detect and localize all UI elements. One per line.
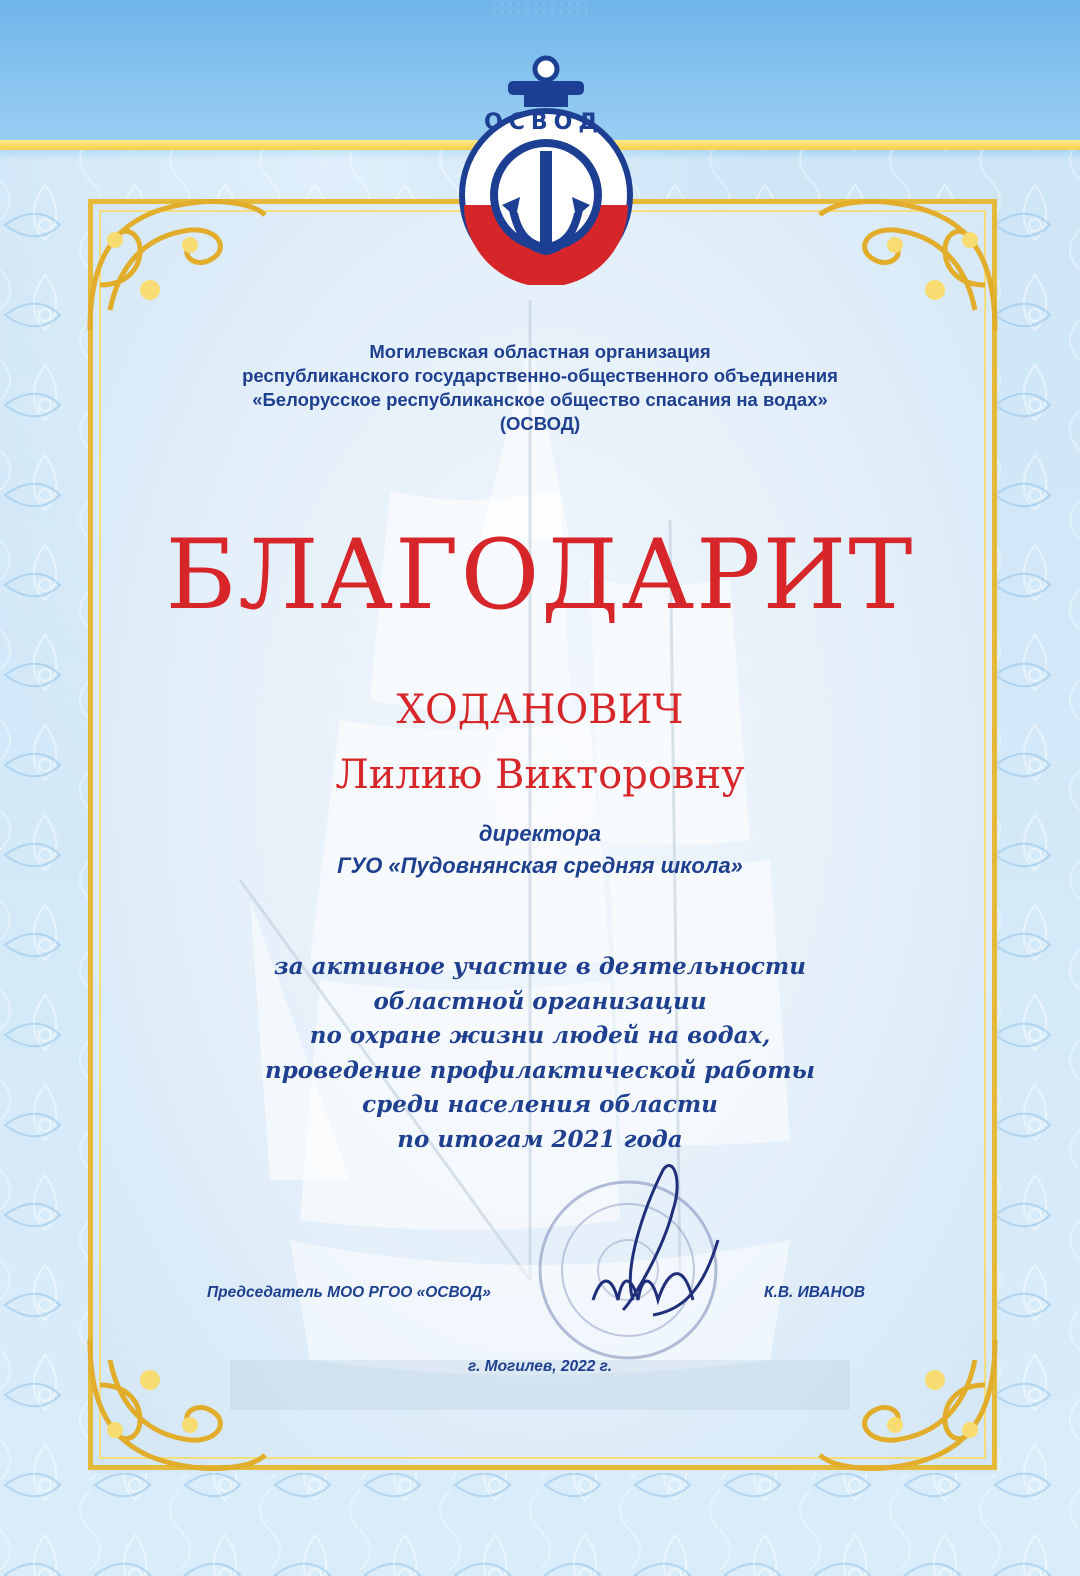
handwritten-signature — [593, 1166, 718, 1315]
recipient-surname: ХОДАНОВИЧ — [396, 687, 684, 733]
reason-line: по охране жизни людей на водах, — [309, 1022, 771, 1049]
reason-line: за активное участие в деятельности — [274, 953, 806, 980]
osvod-logo — [458, 55, 634, 285]
position-line: директора — [478, 821, 602, 846]
corner-ornament-top-right — [815, 190, 1005, 340]
organization-name — [140, 340, 940, 436]
reason-line: по итогам 2021 года — [397, 1125, 683, 1153]
reason-line: областной организации — [373, 987, 707, 1015]
organization-line: республиканского государственно-общественного объединения — [242, 365, 838, 386]
signatory-name: К.В. ИВАНОВ — [764, 1284, 866, 1301]
reason-line: проведение профилактической работы — [264, 1056, 815, 1084]
recipient-given-names: Лилию Викторовну — [335, 752, 745, 798]
certificate-title: БЛАГОДАРИТ — [165, 519, 915, 631]
corner-ornament-bottom-right — [815, 1330, 1005, 1480]
official-seal-stamp — [533, 1150, 753, 1380]
recipient-position — [140, 818, 940, 882]
place-and-date: г. Могилев, 2022 г. — [468, 1358, 612, 1375]
corner-ornament-bottom-left — [80, 1330, 270, 1480]
organization-line: Могилевская областная организация — [369, 341, 711, 362]
award-reason — [140, 950, 940, 1157]
logo-text: ОСВОД — [484, 110, 604, 135]
corner-ornament-top-left — [80, 190, 270, 340]
signatory-title: Председатель МОО РГОО «ОСВОД» — [207, 1284, 491, 1301]
organization-line: «Белорусское республиканское общество спасания на водах» — [252, 389, 828, 410]
position-line: ГУО «Пудовнянская средняя школа» — [337, 853, 743, 878]
reason-line: среди населения области — [362, 1091, 718, 1118]
organization-line: (ОСВОД) — [499, 413, 581, 434]
